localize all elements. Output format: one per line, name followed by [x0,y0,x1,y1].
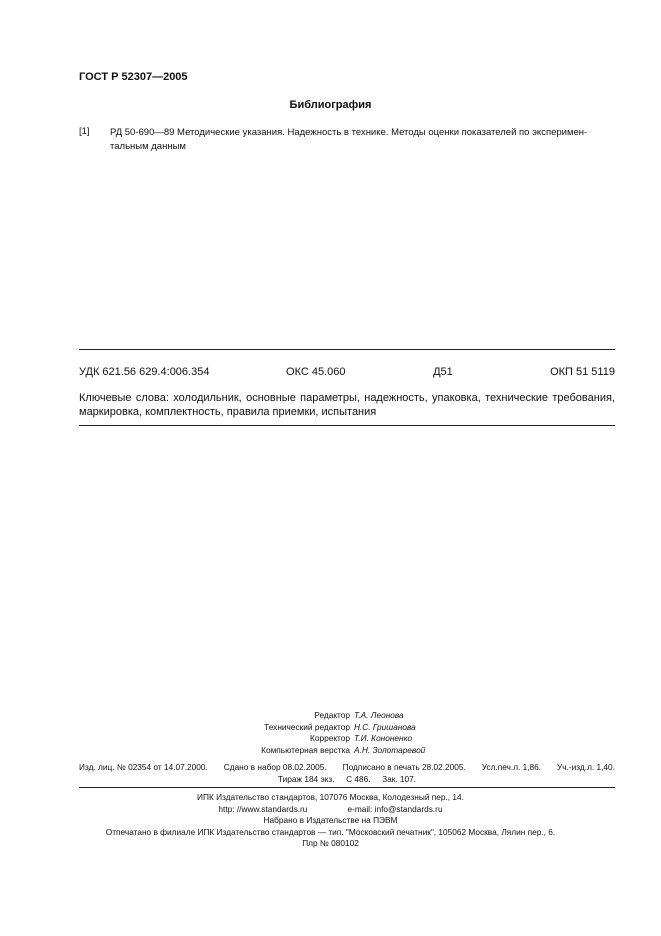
order: Зак. 107. [382,773,417,784]
credit-label: Корректор [310,733,350,744]
okp-code: ОКП 51 5119 [550,366,615,378]
license-number: Плр № 080102 [302,838,359,849]
classification-codes [79,366,615,378]
credit-layout [0,745,661,757]
credit-proofreader [0,733,661,745]
credits-block [0,710,661,756]
credit-tech-editor [0,722,661,734]
divider-bottom [79,787,615,788]
pages: С 486. [346,773,371,784]
bibliography-entry-number: [1] [79,126,90,137]
publication-info [79,762,615,785]
group-code: Д51 [433,366,453,378]
print-sheets: Усл.печ.л. 1,86. [481,762,542,772]
publication-row-1 [79,762,615,774]
divider-keywords [79,425,615,426]
printer-info [0,792,661,850]
print-run: Тираж 184 экз. [277,773,335,784]
credit-name: А.Н. Золотаревой [354,744,426,755]
bibliography-title: Библиография [289,99,372,111]
signed-date: Подписано в печать 28.02.2005. [342,762,466,772]
publication-row-2 [79,774,615,786]
credit-label: Компьютерная верстка [261,744,350,755]
credit-label: Редактор [314,710,350,720]
website: http: //www.standards.ru [218,803,308,814]
pub-sheets: Уч.-изд.л. 1,40. [557,762,615,772]
typeset-date: Сдано в набор 08.02.2005. [223,762,327,772]
printed-note: Отпечатано в филиале ИПК Издательство стандартов — тип. "Московский печатник", 105062 Москва, Лялин пер., 6. [105,826,556,837]
contact-row [0,804,661,816]
typeset-note: Набрано в Издательстве на ПЭВМ [263,815,398,826]
oks-code: ОКС 45.060 [286,366,346,378]
credit-name: Т.А. Леонова [354,710,404,720]
document-code: ГОСТ Р 52307—2005 [79,71,188,83]
credit-name: Н.С. Гришанова [354,721,416,732]
udk-code: УДК 621.56 629.4:006.354 [79,366,210,378]
credit-editor [0,710,661,722]
credit-label: Технический редактор [264,721,350,732]
bibliography-entry-text: РД 50-690—89 Методические указания. Надежность в технике. Методы оценки показателей по эксперимен-тальным данным [110,127,588,152]
keywords: Ключевые слова: холодильник, основные параметры, надежность, упаковка, технические требования, маркировка, комплектность, правила приемки, испытания [79,392,615,418]
publisher-address: ИПК Издательство стандартов, 107076 Москва, Колодезный пер., 14. [197,792,464,802]
license: Изд. лиц. № 02354 от 14.07.2000. [79,762,208,772]
credit-name: Т.И. Кононенко [354,733,413,744]
email: e-mail: info@standards.ru [347,803,443,814]
divider-top [79,349,615,350]
